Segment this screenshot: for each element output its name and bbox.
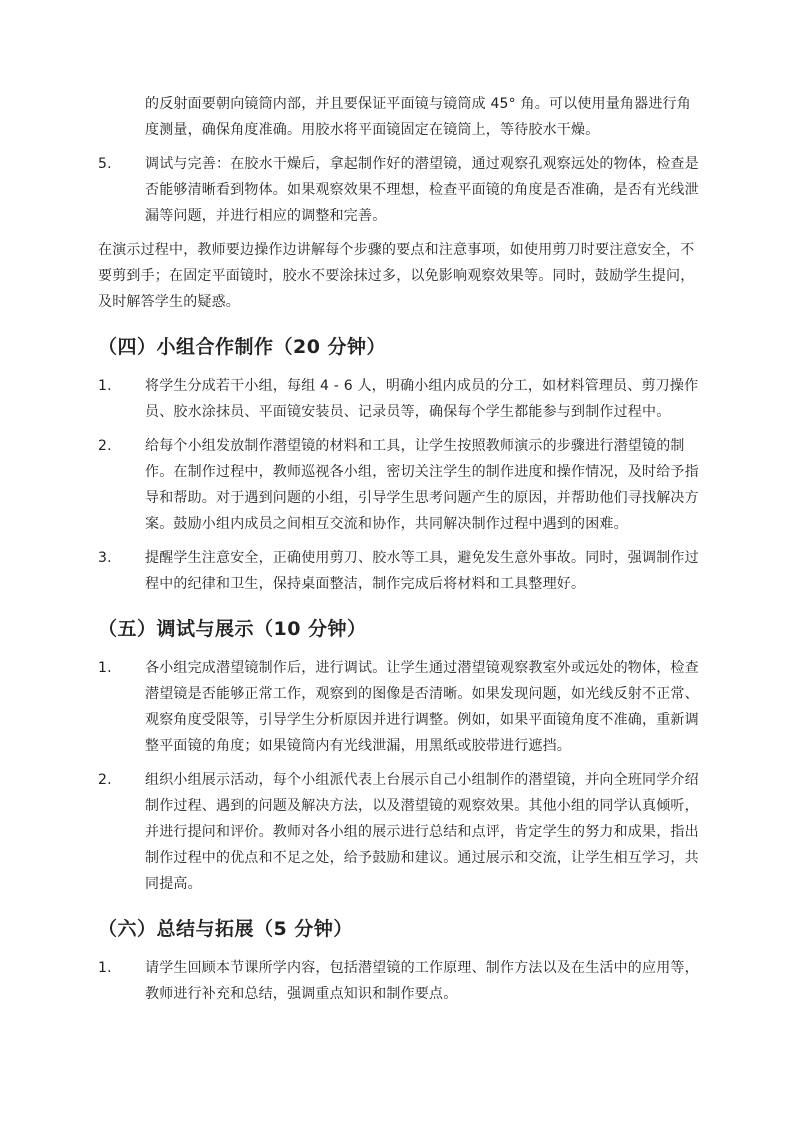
list-item-number: 2. [98,438,112,454]
list-item-text: 组织小组展示活动，每个小组派代表上台展示自己小组制作的潜望镜，并向全班同学介绍制作过程、遇到的问题及解决方法，以及潜望镜的观察效果。其他小组的同学认真倾听，并进行提问和评价。教师对各小组的展示进行总结和点评，肯定学生的努力和成果，指出制作过程中的优点和不足之处，给予鼓励和建议。通过展示和交流，让学生相互学习，共同提高。 [145,772,699,892]
list-item-number: 3. [98,550,112,566]
section-heading: （五）调试与展示（10 分钟） [98,618,367,640]
list-item [98,151,702,229]
list-item [98,545,702,597]
list-item-text: 调试与完善：在胶水干燥后，拿起制作好的潜望镜，通过观察孔观察远处的物体，检查是否能够清晰看到物体。如果观察效果不理想，检查平面镜的角度是否准确，是否有光线泄漏等问题，并进行相应的调整和完善。 [145,156,699,224]
list-item-text: 将学生分成若干小组，每组 4 - 6 人，明确小组内成员的分工，如材料管理员、剪刀操作员、胶水涂抹员、平面镜安装员、记录员等，确保每个学生都能参与到制作过程中。 [145,378,699,420]
list-item-number: 5. [98,156,112,172]
list-item-number: 2. [98,772,112,788]
continued-step-text: 的反射面要朝向镜筒内部，并且要保证平面镜与镜筒成 45° 角。可以使用量角器进行角度测量，确保角度准确。用胶水将平面镜固定在镜筒上，等待胶水干燥。 [145,96,691,138]
list-item-text: 各小组完成潜望镜制作后，进行调试。让学生通过潜望镜观察教室外或远处的物体，检查潜望镜是否能够正常工作，观察到的图像是否清晰。如果发现问题，如光线反射不正常、观察角度受限等，引导学生分析原因并进行调整。例如，如果平面镜角度不准确，重新调整平面镜的角度；如果镜筒内有光线泄漏，用黑纸或胶带进行遮挡。 [145,660,699,754]
list-item [98,373,702,425]
section-summary [98,913,702,1007]
section-group-work [98,331,702,597]
list-item-text: 提醒学生注意安全，正确使用剪刀、胶水等工具，避免发生意外事故。同时，强调制作过程中的纪律和卫生，保持桌面整洁，制作完成后将材料和工具整理好。 [145,550,699,592]
section-heading: （四）小组合作制作（20 分钟） [98,336,387,358]
section-debug-display [98,613,702,897]
demo-paragraph: 在演示过程中，教师要边操作边讲解每个步骤的要点和注意事项，如使用剪刀时要注意安全，不要剪到手；在固定平面镜时，胶水不要涂抹过多，以免影响观察效果等。同时，鼓励学生提问，及时解答学生的疑惑。 [98,242,695,310]
list-item-number: 1. [98,960,112,976]
list-item-number: 1. [98,660,112,676]
list-item [98,767,702,897]
section-heading: （六）总结与拓展（5 分钟） [98,918,353,940]
list-item-number: 1. [98,378,112,394]
list-item-text: 给每个小组发放制作潜望镜的材料和工具，让学生按照教师演示的步骤进行潜望镜的制作。在制作过程中，教师巡视各小组，密切关注学生的制作进度和操作情况，及时给予指导和帮助。对于遇到问题的小组，引导学生思考问题产生的原因，并帮助他们寻找解决方案。鼓励小组内成员之间相互交流和协作，共同解决制作过程中遇到的困难。 [145,438,699,532]
page-content [98,91,702,1015]
list-item [98,655,702,759]
list-item-text: 请学生回顾本节课所学内容，包括潜望镜的工作原理、制作方法以及在生活中的应用等，教师进行补充和总结，强调重点知识和制作要点。 [145,960,699,1002]
list-item [98,433,702,537]
list-item [98,955,702,1007]
